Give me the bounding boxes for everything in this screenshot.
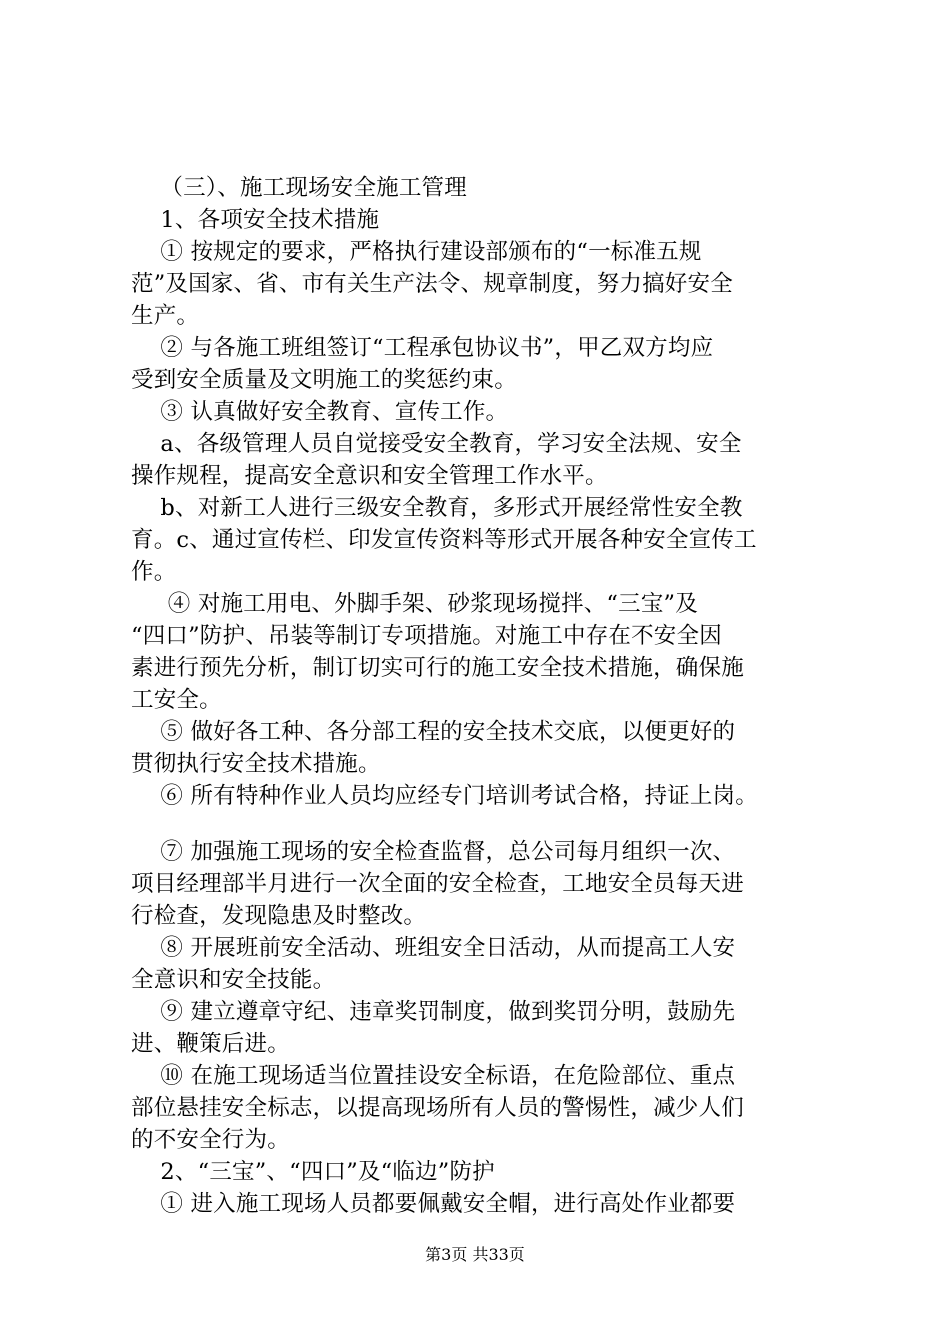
document-body (131, 172, 831, 1220)
text-line: 工安全。 (131, 687, 222, 713)
text-line: 进、鞭策后进。 (131, 1031, 290, 1057)
text-line: b、对新工人进行三级安全教育，多形式开展经常性安全教 (131, 495, 743, 521)
text-line: ⑩ 在施工现场适当位置挂设安全标语，在危险部位、重点 (131, 1063, 736, 1089)
text-line: ⑤ 做好各工种、各分部工程的安全技术交底，以便更好的 (131, 719, 736, 745)
text-line: 生产。 (131, 303, 200, 329)
text-line: 项目经理部半月进行一次全面的安全检查，工地安全员每天进 (131, 871, 744, 897)
text-line: ⑥ 所有特种作业人员均应经专门培训考试合格，持证上岗。 (131, 783, 758, 809)
text-line: 作。 (131, 559, 177, 585)
text-line: 素进行预先分析，制订切实可行的施工安全技术措施，确保施 (131, 655, 744, 681)
subsection-heading: 2、“三宝”、“四口”及“临边”防护 (131, 1159, 495, 1185)
text-line: ③ 认真做好安全教育、宣传工作。 (131, 399, 509, 425)
text-line: “四口”防护、吊装等制订专项措施。对施工中存在不安全因 (131, 623, 722, 649)
text-line: ② 与各施工班组签订“工程承包协议书”，甲乙双方均应 (131, 335, 714, 361)
subsection-heading: 1、各项安全技术措施 (131, 207, 380, 233)
text-line: 范”及国家、省、市有关生产法令、规章制度，努力搞好安全 (131, 271, 733, 297)
text-line: a、各级管理人员自觉接受安全教育，学习安全法规、安全 (131, 431, 742, 457)
text-line: ⑦ 加强施工现场的安全检查监督，总公司每月组织一次、 (131, 839, 736, 865)
page-footer (0, 1242, 950, 1265)
text-line: 操作规程，提高安全意识和安全管理工作水平。 (131, 463, 608, 489)
text-line: 的不安全行为。 (131, 1127, 290, 1153)
text-line: ④ 对施工用电、外脚手架、砂浆现场搅拌、“三宝”及 (131, 591, 698, 617)
text-line: 育。c、通过宣传栏、印发宣传资料等形式开展各种安全宣传工 (131, 527, 757, 553)
text-line: ⑧ 开展班前安全活动、班组安全日活动，从而提高工人安 (131, 935, 736, 961)
text-line: 贯彻执行安全技术措施。 (131, 751, 381, 777)
text-line: ① 进入施工现场人员都要佩戴安全帽，进行高处作业都要 (131, 1191, 736, 1217)
text-line: 全意识和安全技能。 (131, 967, 336, 993)
section-heading: （三）、施工现场安全施工管理 (131, 175, 467, 201)
page-number: 第3页 共33页 (425, 1245, 525, 1264)
text-line: ① 按规定的要求，严格执行建设部颁布的“一标准五规 (131, 239, 702, 265)
text-line: 部位悬挂安全标志，以提高现场所有人员的警惕性，减少人们 (131, 1095, 744, 1121)
paragraph-gap (131, 812, 831, 836)
text-line: ⑨ 建立遵章守纪、违章奖罚制度，做到奖罚分明，鼓励先 (131, 999, 736, 1025)
text-line: 受到安全质量及文明施工的奖惩约束。 (131, 367, 517, 393)
text-line: 行检查，发现隐患及时整改。 (131, 903, 427, 929)
